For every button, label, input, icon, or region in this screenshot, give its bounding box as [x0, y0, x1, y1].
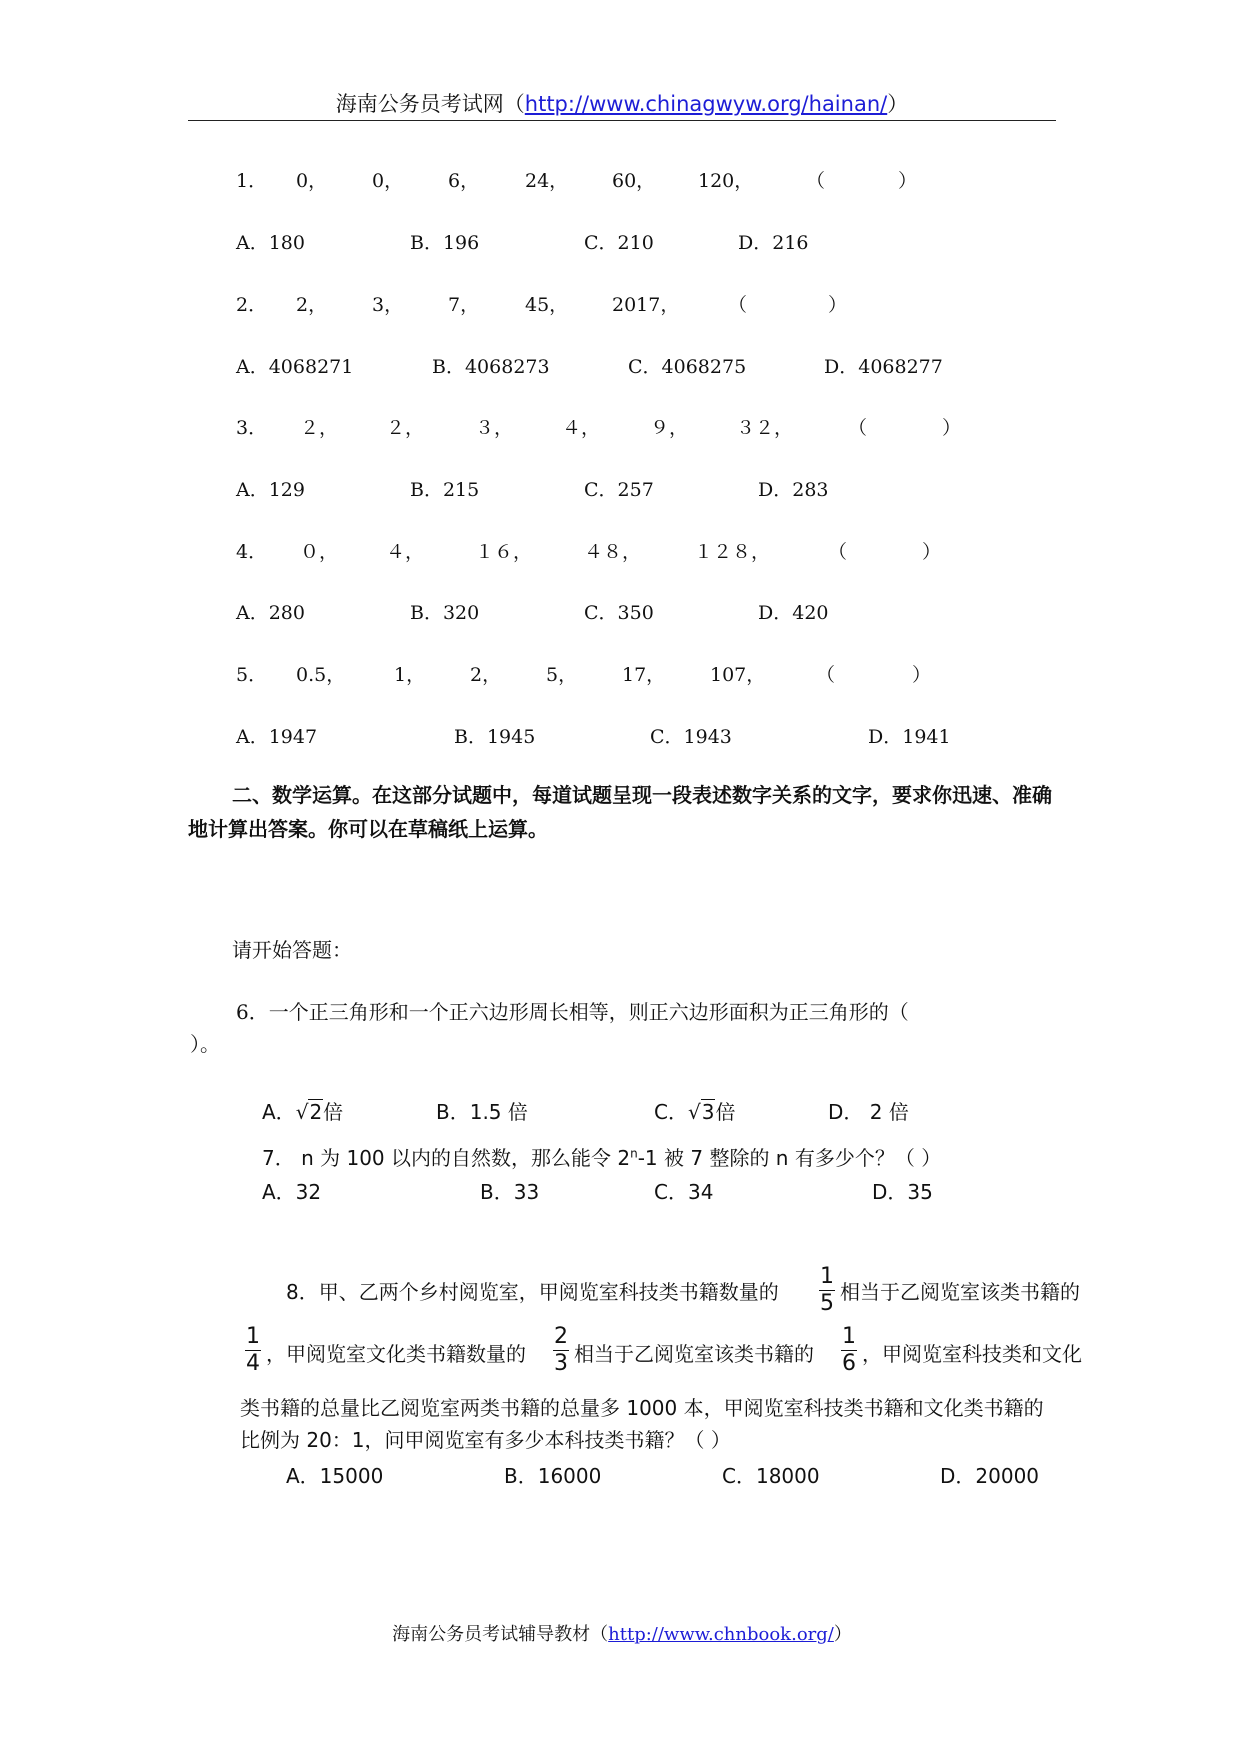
q5-term: 107，: [710, 664, 766, 686]
q1-term: 120，: [698, 170, 754, 192]
q8-fraction-4: [838, 1324, 860, 1377]
fraction-numerator: 1: [246, 1324, 260, 1349]
q7-option-c: C．34: [654, 1180, 714, 1204]
footer-prefix: 海南公务员考试辅导教材（: [392, 1624, 609, 1645]
q7-text-before: 7． n 为 100 以内的自然数，那么能令 2: [262, 1146, 631, 1170]
q2-term: 2017，: [612, 294, 680, 316]
header-suffix: ）: [887, 92, 909, 116]
q4-number: 4．: [236, 541, 268, 563]
q2-option-c: C．4068275: [628, 356, 747, 378]
q8-text-line1-end: 相当于乙阅览室该类书籍的: [840, 1280, 1080, 1304]
q3-term: ９，: [650, 417, 689, 439]
fraction-denominator: 6: [842, 1351, 856, 1376]
sqrt-icon: √: [295, 1100, 309, 1124]
q6-option-c-label: C．: [654, 1100, 688, 1124]
q6-option-a-label: A．: [262, 1100, 296, 1124]
q6-option-a: [262, 1096, 343, 1125]
q3-blank-open: （: [848, 417, 868, 439]
q3-term: ２，: [300, 417, 339, 439]
q1-term: 0，: [372, 170, 404, 192]
q1-term: 0，: [296, 170, 328, 192]
section-2-instructions: 二、数学运算。在这部分试题中，每道试题呈现一段表述数字关系的文字，要求你迅速、准确地计算出答案。你可以在草稿纸上运算。: [188, 783, 1052, 841]
q4-blank-open: （: [828, 541, 848, 563]
q8-text-line2-b: 相当于乙阅览室该类书籍的: [574, 1342, 814, 1366]
q2-option-a: A．4068271: [236, 356, 354, 378]
q4-term: ４，: [386, 541, 425, 563]
q5-blank-open: （: [816, 664, 836, 686]
page-header: [188, 88, 1056, 118]
q5-term: 5，: [546, 664, 578, 686]
q6-option-c: [654, 1096, 735, 1125]
q4-option-b: B．320: [410, 602, 480, 624]
header-prefix: 海南公务员考试网（: [335, 92, 525, 116]
q1-option-b: B．196: [410, 232, 480, 254]
q1-option-d: D．216: [738, 232, 809, 254]
q3-term: ３２，: [736, 417, 794, 439]
q5-option-c: C．1943: [650, 726, 732, 748]
q8-text-line2-c: ，甲阅览室科技类和文化: [862, 1342, 1082, 1366]
q6-text-line1: 6．一个正三角形和一个正六边形周长相等，则正六边形面积为正三角形的（: [236, 1000, 909, 1024]
fraction-numerator: 2: [554, 1324, 568, 1349]
q8-option-a: A．15000: [286, 1464, 384, 1488]
q1-blank-open: （: [806, 170, 826, 192]
q1-option-c: C．210: [584, 232, 654, 254]
page-footer: [188, 1620, 1056, 1646]
q4-term: ４８，: [584, 541, 642, 563]
q5-term: 2，: [470, 664, 502, 686]
fraction-denominator: 5: [820, 1291, 834, 1316]
q4-option-a: A．280: [236, 602, 305, 624]
q5-option-b: B．1945: [454, 726, 536, 748]
q4-term: １２８，: [694, 541, 771, 563]
q8-text-line4: 比例为 20：1，问甲阅览室有多少本科技类书籍？（ ）: [240, 1428, 731, 1452]
q1-blank-close: ）: [898, 170, 918, 192]
q2-term: 45，: [525, 294, 569, 316]
q2-term: 3，: [372, 294, 404, 316]
q3-term: ４，: [562, 417, 601, 439]
q7-text: [262, 1142, 941, 1171]
q6-text-line2: ）。: [190, 1032, 220, 1056]
q2-term: 7，: [448, 294, 480, 316]
q6-option-c-unit: 倍: [715, 1100, 736, 1124]
q8-option-b: B．16000: [504, 1464, 602, 1488]
q6-option-a-unit: 倍: [323, 1100, 344, 1124]
sqrt-icon: √: [687, 1100, 701, 1124]
q1-option-a: A．180: [236, 232, 305, 254]
q8-option-d: D．20000: [940, 1464, 1040, 1488]
q4-option-c: C．350: [584, 602, 654, 624]
q8-fraction-2: [242, 1324, 264, 1377]
q2-option-d: D．4068277: [824, 356, 943, 378]
q7-option-b: B．33: [480, 1180, 540, 1204]
q6-option-c-radicand: 3: [701, 1100, 715, 1124]
q5-option-d: D．1941: [868, 726, 951, 748]
footer-suffix: ）: [833, 1624, 852, 1645]
start-prompt: 请开始答题：: [232, 938, 352, 962]
q5-number: 5．: [236, 664, 268, 686]
q3-option-d: D．283: [758, 479, 829, 501]
q2-blank-open: （: [728, 294, 748, 316]
q2-number: 2．: [236, 294, 268, 316]
q7-option-a: A．32: [262, 1180, 322, 1204]
q4-blank-close: ）: [922, 541, 942, 563]
q8-text-line1: 8．甲、乙两个乡村阅览室，甲阅览室科技类书籍数量的: [286, 1280, 779, 1304]
q4-option-d: D．420: [758, 602, 829, 624]
fraction-numerator: 1: [820, 1264, 834, 1289]
q7-text-after: -1 被 7 整除的 n 有多少个？（ ）: [637, 1146, 942, 1170]
q3-term: ３，: [475, 417, 514, 439]
q3-option-b: B．215: [410, 479, 480, 501]
q2-term: 2，: [296, 294, 328, 316]
q5-option-a: A．1947: [236, 726, 318, 748]
q7-exponent: n: [630, 1146, 638, 1161]
q1-number: 1．: [236, 170, 268, 192]
footer-link[interactable]: http://www.chnbook.org/: [608, 1624, 834, 1645]
q8-fraction-3: [550, 1324, 572, 1377]
q1-term: 24，: [525, 170, 569, 192]
q2-option-b: B．4068273: [432, 356, 550, 378]
q5-term: 17，: [622, 664, 666, 686]
q8-fraction-1: [816, 1264, 838, 1317]
fraction-denominator: 3: [554, 1351, 568, 1376]
q4-term: ０，: [300, 541, 339, 563]
q5-term: 0.5，: [296, 664, 346, 686]
q6-option-a-radicand: 2: [309, 1100, 323, 1124]
q5-blank-close: ）: [912, 664, 932, 686]
q3-blank-close: ）: [942, 417, 962, 439]
q8-option-c: C．18000: [722, 1464, 820, 1488]
q3-option-a: A．129: [236, 479, 305, 501]
q3-number: 3．: [236, 417, 268, 439]
fraction-denominator: 4: [246, 1351, 260, 1376]
q2-blank-close: ）: [828, 294, 848, 316]
q3-option-c: C．257: [584, 479, 654, 501]
q8-text-line3: 类书籍的总量比乙阅览室两类书籍的总量多 1000 本，甲阅览室科技类书籍和文化类书籍的: [240, 1396, 1044, 1420]
header-link[interactable]: http://www.chinagwyw.org/hainan/: [524, 92, 888, 116]
q6-option-b: B．1.5 倍: [436, 1100, 528, 1124]
q8-text-line2-a: ，甲阅览室文化类书籍数量的: [266, 1342, 526, 1366]
q3-term: ２，: [386, 417, 425, 439]
header-divider: [188, 120, 1056, 121]
q5-term: 1，: [394, 664, 426, 686]
q6-option-d: D． 2 倍: [828, 1100, 909, 1124]
q4-term: １６，: [475, 541, 533, 563]
q7-option-d: D．35: [872, 1180, 933, 1204]
fraction-numerator: 1: [842, 1324, 856, 1349]
q1-term: 60，: [612, 170, 656, 192]
q1-term: 6，: [448, 170, 480, 192]
